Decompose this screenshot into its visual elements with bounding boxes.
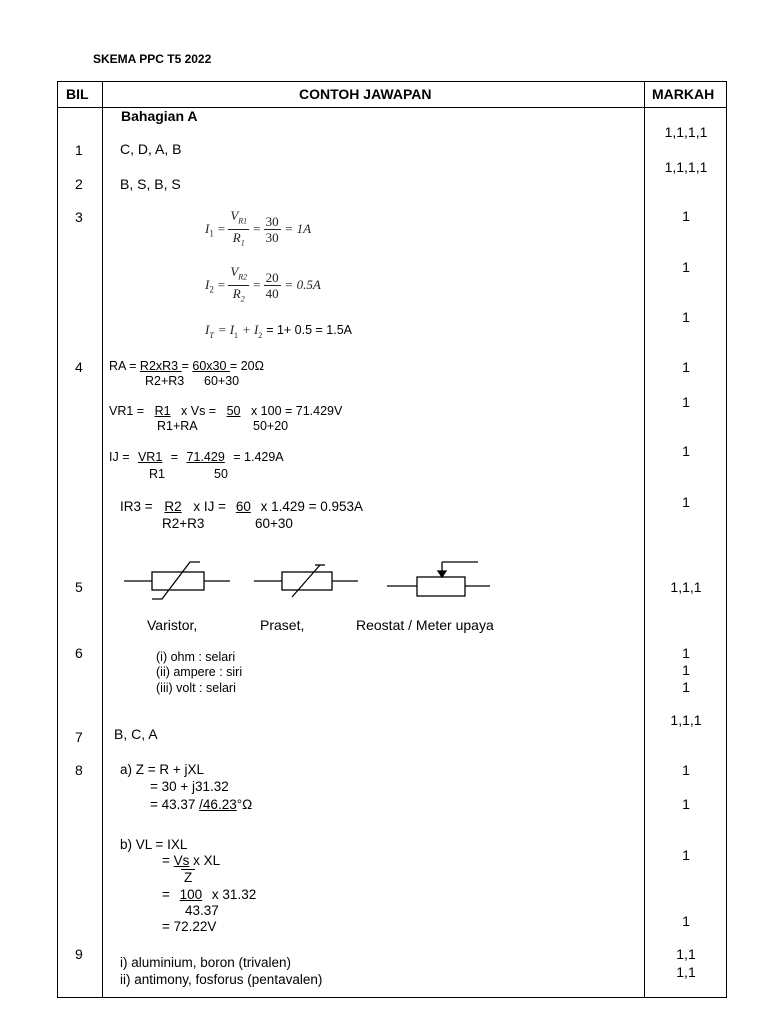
q6-mark-3: 1 (682, 679, 690, 695)
q3-equation-i2: $I_2$ = $\frac{V_{R2}}{R_2}$ = $\frac{20}{40}$ = 0.5A (205, 264, 321, 304)
q8-mark-1: 1 (682, 762, 690, 778)
q9-line-1: i) aluminium, boron (trivalen) (120, 955, 292, 970)
q4-ir3-line: IR3 = R2 x IJ = 60 x 1.429 = 0.953A (120, 499, 364, 514)
q4-ra-den1: R2+R3 (145, 374, 185, 388)
header-bil: BIL (66, 86, 89, 102)
q2-answer: B, S, B, S (120, 176, 181, 192)
q3-mark-3: 1 (682, 309, 690, 325)
q8-number: 8 (75, 762, 83, 778)
q8a-line-3: = 43.37 /46.23°Ω (150, 797, 253, 812)
q3-mark-1: 1 (682, 208, 690, 224)
q4-mark-2: 1 (682, 394, 690, 410)
q6-mark-2: 1 (682, 662, 690, 678)
q1-mark: 1,1,1,1 (664, 124, 708, 140)
varistor-symbol (124, 562, 230, 599)
column-divider-markah (644, 81, 645, 998)
q4-ir3-den2: 60+30 (255, 516, 293, 531)
q2-number: 2 (75, 176, 83, 192)
q3-equation-total: $I_T = I_1 + I_2 = 1+ 0.5 = 1.5A$ (205, 322, 353, 340)
q9-number: 9 (75, 946, 83, 962)
q7-number: 7 (75, 729, 83, 745)
column-divider-bil (102, 81, 103, 998)
q4-ij-den2: 50 (214, 467, 228, 481)
q5-label-rheostat: Reostat / Meter upaya (356, 617, 494, 633)
answer-table (57, 81, 727, 998)
resistor-symbols (122, 560, 492, 610)
q3-number: 3 (75, 209, 83, 225)
preset-symbol (254, 565, 358, 597)
q6-number: 6 (75, 645, 83, 661)
q8b-line-2: = Vs x XL (162, 853, 221, 868)
q4-number: 4 (75, 359, 83, 375)
q8b-line-2-den: Z (181, 869, 195, 885)
q8b-line-4: = 72.22V (162, 919, 217, 934)
q4-ij-line: IJ = VR1 = 71.429 = 1.429A (109, 450, 284, 464)
q1-answer: C, D, A, B (120, 141, 182, 157)
q8b-line-3-den: 43.37 (185, 903, 219, 918)
header-markah: MARKAH (652, 86, 715, 102)
rheostat-symbol (387, 562, 490, 596)
q4-ra-line: RA = R2xR3 = 60x30 = 20Ω (109, 359, 264, 373)
q8-mark-3: 1 (682, 847, 690, 863)
document-title: SKEMA PPC T5 2022 (93, 52, 212, 66)
q4-vr1-den2: 50+20 (253, 419, 289, 433)
q7-answer: B, C, A (114, 726, 158, 742)
q8b-line-3: = 100 x 31.32 (162, 887, 257, 902)
q2-mark: 1,1,1,1 (664, 159, 708, 175)
q3-equation-i1: $I_1$ = $\frac{V_{R1}}{R_1}$ = $\frac{30}{30}$ = 1A (205, 208, 312, 248)
q9-mark-1: 1,1 (676, 946, 696, 962)
q5-number: 5 (75, 579, 83, 595)
section-a-heading: Bahagian A (121, 108, 198, 124)
q8a-line-1: a) Z = R + jXL (120, 762, 205, 777)
q8-mark-2: 1 (682, 796, 690, 812)
q6-line-3: (iii) volt : selari (156, 681, 236, 695)
q6-line-1: (i) ohm : selari (156, 650, 236, 664)
q6-line-2: (ii) ampere : siri (156, 665, 243, 679)
q7-mark: 1,1,1 (670, 712, 702, 728)
q4-mark-3: 1 (682, 443, 690, 459)
q4-vr1-den1: R1+RA (157, 419, 198, 433)
q4-vr1-line: VR1 = R1 x Vs = 50 x 100 = 71.429V (109, 404, 343, 418)
q5-label-preset: Praset, (260, 617, 305, 633)
q9-line-2: ii) antimony, fosforus (pentavalen) (120, 972, 323, 987)
q1-number: 1 (75, 142, 83, 158)
q8a-line-2: = 30 + j31.32 (150, 779, 229, 794)
q9-mark-2: 1,1 (676, 964, 696, 980)
q4-ij-den1: R1 (149, 467, 165, 481)
q5-mark: 1,1,1 (670, 579, 702, 595)
q3-mark-2: 1 (682, 259, 690, 275)
header-contoh-jawapan: CONTOH JAWAPAN (299, 86, 432, 102)
q8b-line-1: b) VL = IXL (120, 837, 188, 852)
q4-mark-4: 1 (682, 494, 690, 510)
q4-ra-den2: 60+30 (204, 374, 240, 388)
q5-label-varistor: Varistor, (147, 617, 198, 633)
q6-mark-1: 1 (682, 645, 690, 661)
q4-mark-1: 1 (682, 359, 690, 375)
q4-ir3-den1: R2+R3 (162, 516, 205, 531)
q8-mark-4: 1 (682, 913, 690, 929)
